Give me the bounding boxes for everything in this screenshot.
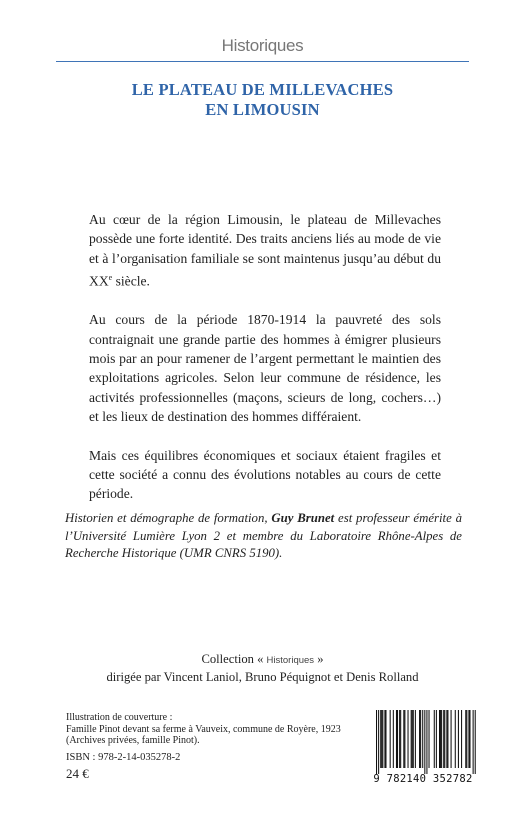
barcode-bar	[396, 710, 397, 768]
summary-paragraph-2: Au cours de la période 1870-1914 la pauvreté des sols contraignait une grande partie des hommes à émigrer plusieurs mois par an pour ramener de l’argent permettant le maintien des exploitations agricoles. Selon leur commune de résidence, les activités professionnelles (maçons, scieurs de long, cochers…) et les lieux de destination des hommes différaient.	[89, 312, 441, 425]
credits-line-1: Illustration de couverture :	[66, 712, 173, 723]
credits-line-3: (Archives privées, famille Pinot).	[66, 735, 200, 747]
barcode-bar	[434, 710, 435, 768]
barcode-bar	[466, 710, 467, 768]
barcode-bar	[403, 710, 404, 768]
barcode-bar	[469, 710, 470, 768]
isbn: ISBN : 978-2-14-035278-2	[66, 752, 181, 763]
credits-line-2: Famille Pinot devant sa ferme à Vauveix, commune de Royère, 1923	[66, 723, 341, 735]
barcode-bar	[393, 710, 394, 768]
barcode-bar	[475, 710, 476, 774]
barcode	[367, 708, 479, 786]
summary-paragraph-3: Mais ces équilibres économiques et sociaux étaient fragiles et cette société a connu des évolutions notables au cours de cette période.	[89, 447, 441, 502]
series-name: Historiques	[221, 36, 304, 55]
barcode-bar	[443, 710, 444, 768]
barcode-bar	[384, 710, 385, 768]
barcode-bar	[382, 710, 383, 768]
author-bio-start: Historien et démographe de formation,	[65, 511, 272, 525]
barcode-bar	[465, 710, 466, 768]
barcode-bar	[429, 710, 430, 768]
barcode-bar	[422, 710, 423, 768]
collection-prefix: Collection «	[201, 652, 267, 666]
barcode-bar	[447, 710, 448, 768]
collection-line	[0, 651, 525, 669]
collection-suffix: »	[314, 652, 324, 666]
barcode-bar	[412, 710, 413, 768]
barcode-bar	[413, 710, 414, 768]
summary-paragraph-1	[89, 210, 441, 291]
barcode-bar	[426, 710, 427, 774]
barcode-bar	[468, 710, 469, 768]
barcode-bar	[400, 710, 401, 768]
barcode-bar	[408, 710, 409, 768]
century-superscript: e	[108, 273, 113, 283]
barcode-bar	[420, 710, 421, 768]
book-title	[0, 80, 525, 120]
barcode-bar	[424, 710, 425, 774]
barcode-bar	[451, 710, 452, 768]
barcode-bar	[441, 710, 442, 768]
barcode-bar	[378, 710, 379, 774]
collection-name: Historiques	[266, 655, 315, 666]
barcode-bar	[439, 710, 440, 768]
barcode-bar	[446, 710, 447, 768]
barcode-bar	[440, 710, 441, 768]
header-rule	[56, 61, 469, 62]
author-bio-end: est professeur émérite à l’Université Lumière Lyon 2 et membre du Laboratoire Rhône-Alpes de Recherche Historique (UMR CNRS 5190).	[65, 511, 463, 561]
barcode-bar	[381, 710, 382, 768]
barcode-bar	[455, 710, 456, 768]
barcode-bar	[397, 710, 398, 768]
barcode-bars	[367, 708, 479, 774]
barcode-bar	[436, 710, 437, 768]
cover-credits	[66, 712, 356, 747]
barcode-bar	[473, 710, 474, 774]
barcode-bar	[458, 710, 459, 768]
barcode-bar	[390, 710, 391, 768]
barcode-bar	[411, 710, 412, 768]
barcode-bar	[404, 710, 405, 768]
barcode-bar	[399, 710, 400, 768]
p1-text: Au cœur de la région Limousin, le plateau de Millevaches possède une forte identité. Des traits anciens liés au mode de vie et à l’organisation familiale se sont maintenus jusqu’au début du XX	[89, 212, 441, 289]
author-name: Guy Brunet	[271, 511, 335, 525]
collection-directors: dirigée par Vincent Laniol, Bruno Péquignot et Denis Rolland	[106, 670, 419, 684]
title-line-2: EN LIMOUSIN	[205, 100, 320, 119]
author-bio	[65, 510, 462, 563]
barcode-bar	[380, 710, 381, 768]
barcode-bar	[415, 710, 416, 768]
collection-info	[0, 651, 525, 686]
barcode-bar	[385, 710, 386, 768]
barcode-bar	[376, 710, 377, 774]
price: 24 €	[66, 766, 89, 781]
barcode-bar	[444, 710, 445, 768]
barcode-bar	[419, 710, 420, 768]
summary-text	[89, 210, 441, 523]
title-line-1: LE PLATEAU DE MILLEVACHES	[131, 80, 394, 99]
barcode-bar	[461, 710, 462, 768]
barcode-digits: 9 782140 352782	[373, 773, 473, 785]
p1-end: siècle.	[112, 273, 150, 289]
